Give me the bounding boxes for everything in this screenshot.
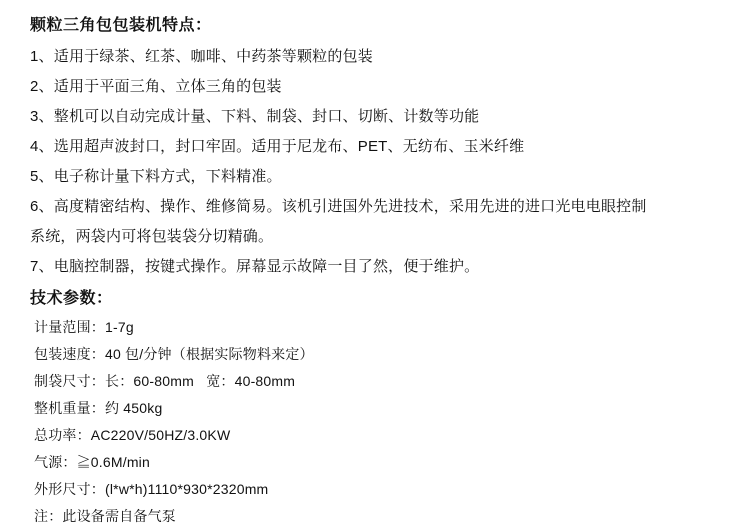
features-title: 颗粒三角包包装机特点： <box>30 17 212 34</box>
feature-item: 1、适用于绿茶、红茶、咖啡、中药茶等颗粒的包装 <box>30 48 373 65</box>
spec-item: 包装速度：40 包/分钟（根据实际物料来定） <box>34 346 314 362</box>
spec-item: 计量范围：1-7g <box>34 319 134 335</box>
spec-item: 整机重量：约 450kg <box>34 400 163 416</box>
feature-item: 4、选用超声波封口，封口牢固。适用于尼龙布、PET、无纺布、玉米纤维 <box>30 138 525 155</box>
specs-title: 技术参数： <box>30 290 113 307</box>
feature-item: 3、整机可以自动完成计量、下料、制袋、封口、切断、计数等功能 <box>30 108 480 125</box>
feature-item: 2、适用于平面三角、立体三角的包装 <box>30 78 282 95</box>
feature-item: 6、高度精密结构、操作、维修简易。该机引进国外先进技术，采用先进的进口光电电眼控制 <box>30 198 647 215</box>
spec-item: 总功率：AC220V/50HZ/3.0KW <box>34 427 231 443</box>
feature-item: 7、电脑控制器，按键式操作。屏幕显示故障一目了然，便于维护。 <box>30 258 480 275</box>
feature-item: 5、电子称计量下料方式，下料精准。 <box>30 168 282 185</box>
spec-note: 注：此设备需自备气泵 <box>34 508 176 524</box>
spec-item: 制袋尺寸：长：60-80mm 宽：40-80mm <box>34 373 296 389</box>
spec-item: 气源：≧0.6M/min <box>34 454 150 470</box>
spec-item: 外形尺寸：(l*w*h)1110*930*2320mm <box>34 481 269 497</box>
feature-item-continuation: 系统，两袋内可将包装袋分切精确。 <box>30 228 274 245</box>
